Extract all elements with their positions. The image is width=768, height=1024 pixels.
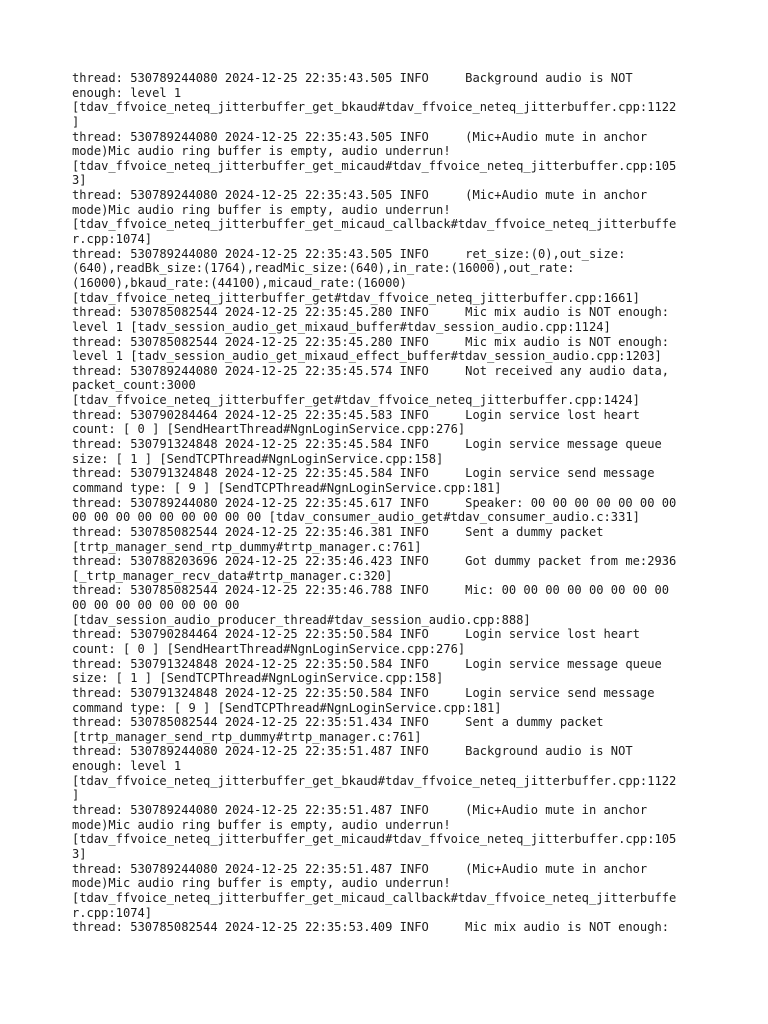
log-line: 00 00 00 00 00 00 00 00 00 [tdav_consumer_audio_get#tdav_consumer_audio.c:331] (72, 510, 640, 525)
log-line: thread: 530785082544 2024-12-25 22:35:45.280 INFO Mic mix audio is NOT enough: (72, 305, 670, 320)
log-line: enough: level 1 (72, 85, 182, 100)
log-line: [tdav_ffvoice_neteq_jitterbuffer_get_micaud#tdav_ffvoice_neteq_jitterbuffer.cpp:105 (72, 832, 677, 847)
log-line: thread: 530789244080 2024-12-25 22:35:43.505 INFO Background audio is NOT (72, 71, 633, 85)
log-line: [tdav_ffvoice_neteq_jitterbuffer_get_bkaud#tdav_ffvoice_neteq_jitterbuffer.cpp:1122 (72, 100, 677, 115)
log-line: [tdav_ffvoice_neteq_jitterbuffer_get#tdav_ffvoice_neteq_jitterbuffer.cpp:1661] (72, 290, 640, 305)
log-line: enough: level 1 (72, 759, 182, 774)
log-line: [tdav_ffvoice_neteq_jitterbuffer_get_micaud#tdav_ffvoice_neteq_jitterbuffer.cpp:105 (72, 158, 677, 173)
log-document (72, 71, 712, 935)
log-line: thread: 530785082544 2024-12-25 22:35:51.434 INFO Sent a dummy packet (72, 715, 604, 730)
log-line: ] (72, 788, 80, 803)
log-line: level 1 [tadv_session_audio_get_mixaud_buffer#tdav_session_audio.cpp:1124] (72, 319, 611, 334)
log-line: r.cpp:1074] (72, 905, 153, 920)
log-line: [tdav_ffvoice_neteq_jitterbuffer_get_micaud_callback#tdav_ffvoice_neteq_jitterbuffe (72, 217, 677, 232)
log-line: mode)Mic audio ring buffer is empty, audio underrun! (72, 202, 451, 217)
log-line: packet_count:3000 (72, 378, 196, 393)
log-line: level 1 [tadv_session_audio_get_mixaud_effect_buffer#tdav_session_audio.cpp:1203] (72, 349, 662, 364)
log-line: thread: 530791324848 2024-12-25 22:35:45.584 INFO Login service message queue (72, 437, 662, 452)
log-line: (640),readBk_size:(1764),readMic_size:(640),in_rate:(16000),out_rate: (72, 261, 575, 276)
log-line: [tdav_ffvoice_neteq_jitterbuffer_get_micaud_callback#tdav_ffvoice_neteq_jitterbuffe (72, 890, 677, 905)
log-line: [trtp_manager_send_rtp_dummy#trtp_manager.c:761] (72, 539, 422, 554)
log-line: thread: 530789244080 2024-12-25 22:35:51.487 INFO (Mic+Audio mute in anchor (72, 803, 648, 818)
log-line: r.cpp:1074] (72, 232, 153, 247)
log-line: mode)Mic audio ring buffer is empty, audio underrun! (72, 817, 451, 832)
log-line: mode)Mic audio ring buffer is empty, audio underrun! (72, 876, 451, 891)
log-body (72, 71, 712, 935)
log-line: thread: 530789244080 2024-12-25 22:35:43.505 INFO (Mic+Audio mute in anchor (72, 129, 648, 144)
log-line: thread: 530789244080 2024-12-25 22:35:51.487 INFO (Mic+Audio mute in anchor (72, 861, 648, 876)
log-line: [trtp_manager_send_rtp_dummy#trtp_manager.c:761] (72, 729, 422, 744)
log-line: thread: 530785082544 2024-12-25 22:35:53.409 INFO Mic mix audio is NOT enough: (72, 920, 670, 935)
log-line: thread: 530789244080 2024-12-25 22:35:45.617 INFO Speaker: 00 00 00 00 00 00 00 (72, 495, 677, 510)
log-line: count: [ 0 ] [SendHeartThread#NgnLoginService.cpp:276] (72, 641, 466, 656)
log-line: 00 00 00 00 00 00 00 00 (72, 598, 240, 613)
log-line: thread: 530788203696 2024-12-25 22:35:46.423 INFO Got dummy packet from me:2936 (72, 554, 677, 569)
log-line: (16000),bkaud_rate:(44100),micaud_rate:(16000) (72, 275, 407, 290)
log-line: thread: 530785082544 2024-12-25 22:35:46.788 INFO Mic: 00 00 00 00 00 00 00 00 (72, 583, 670, 598)
log-line: [_trtp_manager_recv_data#trtp_manager.c:320] (72, 568, 393, 583)
log-line: thread: 530789244080 2024-12-25 22:35:51.487 INFO Background audio is NOT (72, 744, 633, 759)
log-line: size: [ 1 ] [SendTCPThread#NgnLoginService.cpp:158] (72, 671, 444, 686)
log-line: [tdav_ffvoice_neteq_jitterbuffer_get#tdav_ffvoice_neteq_jitterbuffer.cpp:1424] (72, 393, 640, 408)
log-line: mode)Mic audio ring buffer is empty, audio underrun! (72, 144, 451, 159)
log-line: thread: 530790284464 2024-12-25 22:35:45.583 INFO Login service lost heart (72, 407, 640, 422)
log-line: thread: 530789244080 2024-12-25 22:35:43.505 INFO (Mic+Audio mute in anchor (72, 188, 648, 203)
log-line: thread: 530791324848 2024-12-25 22:35:45.584 INFO Login service send message (72, 466, 655, 481)
log-line: size: [ 1 ] [SendTCPThread#NgnLoginService.cpp:158] (72, 451, 444, 466)
log-line: thread: 530791324848 2024-12-25 22:35:50.584 INFO Login service message queue (72, 656, 662, 671)
log-line: thread: 530791324848 2024-12-25 22:35:50.584 INFO Login service send message (72, 685, 655, 700)
log-line: [tdav_ffvoice_neteq_jitterbuffer_get_bkaud#tdav_ffvoice_neteq_jitterbuffer.cpp:1122 (72, 773, 677, 788)
log-line: command type: [ 9 ] [SendTCPThread#NgnLoginService.cpp:181] (72, 480, 502, 495)
log-line: count: [ 0 ] [SendHeartThread#NgnLoginService.cpp:276] (72, 422, 466, 437)
log-line: command type: [ 9 ] [SendTCPThread#NgnLoginService.cpp:181] (72, 700, 502, 715)
log-line: thread: 530785082544 2024-12-25 22:35:46.381 INFO Sent a dummy packet (72, 524, 604, 539)
log-line: [tdav_session_audio_producer_thread#tdav_session_audio.cpp:888] (72, 612, 531, 627)
log-line: thread: 530789244080 2024-12-25 22:35:43.505 INFO ret_size:(0),out_size: (72, 246, 626, 261)
log-line: 3] (72, 173, 87, 188)
log-line: 3] (72, 846, 87, 861)
log-line: thread: 530789244080 2024-12-25 22:35:45.574 INFO Not received any audio data, (72, 363, 670, 378)
log-line: thread: 530785082544 2024-12-25 22:35:45.280 INFO Mic mix audio is NOT enough: (72, 334, 670, 349)
log-line: ] (72, 114, 80, 129)
log-line: thread: 530790284464 2024-12-25 22:35:50.584 INFO Login service lost heart (72, 627, 640, 642)
